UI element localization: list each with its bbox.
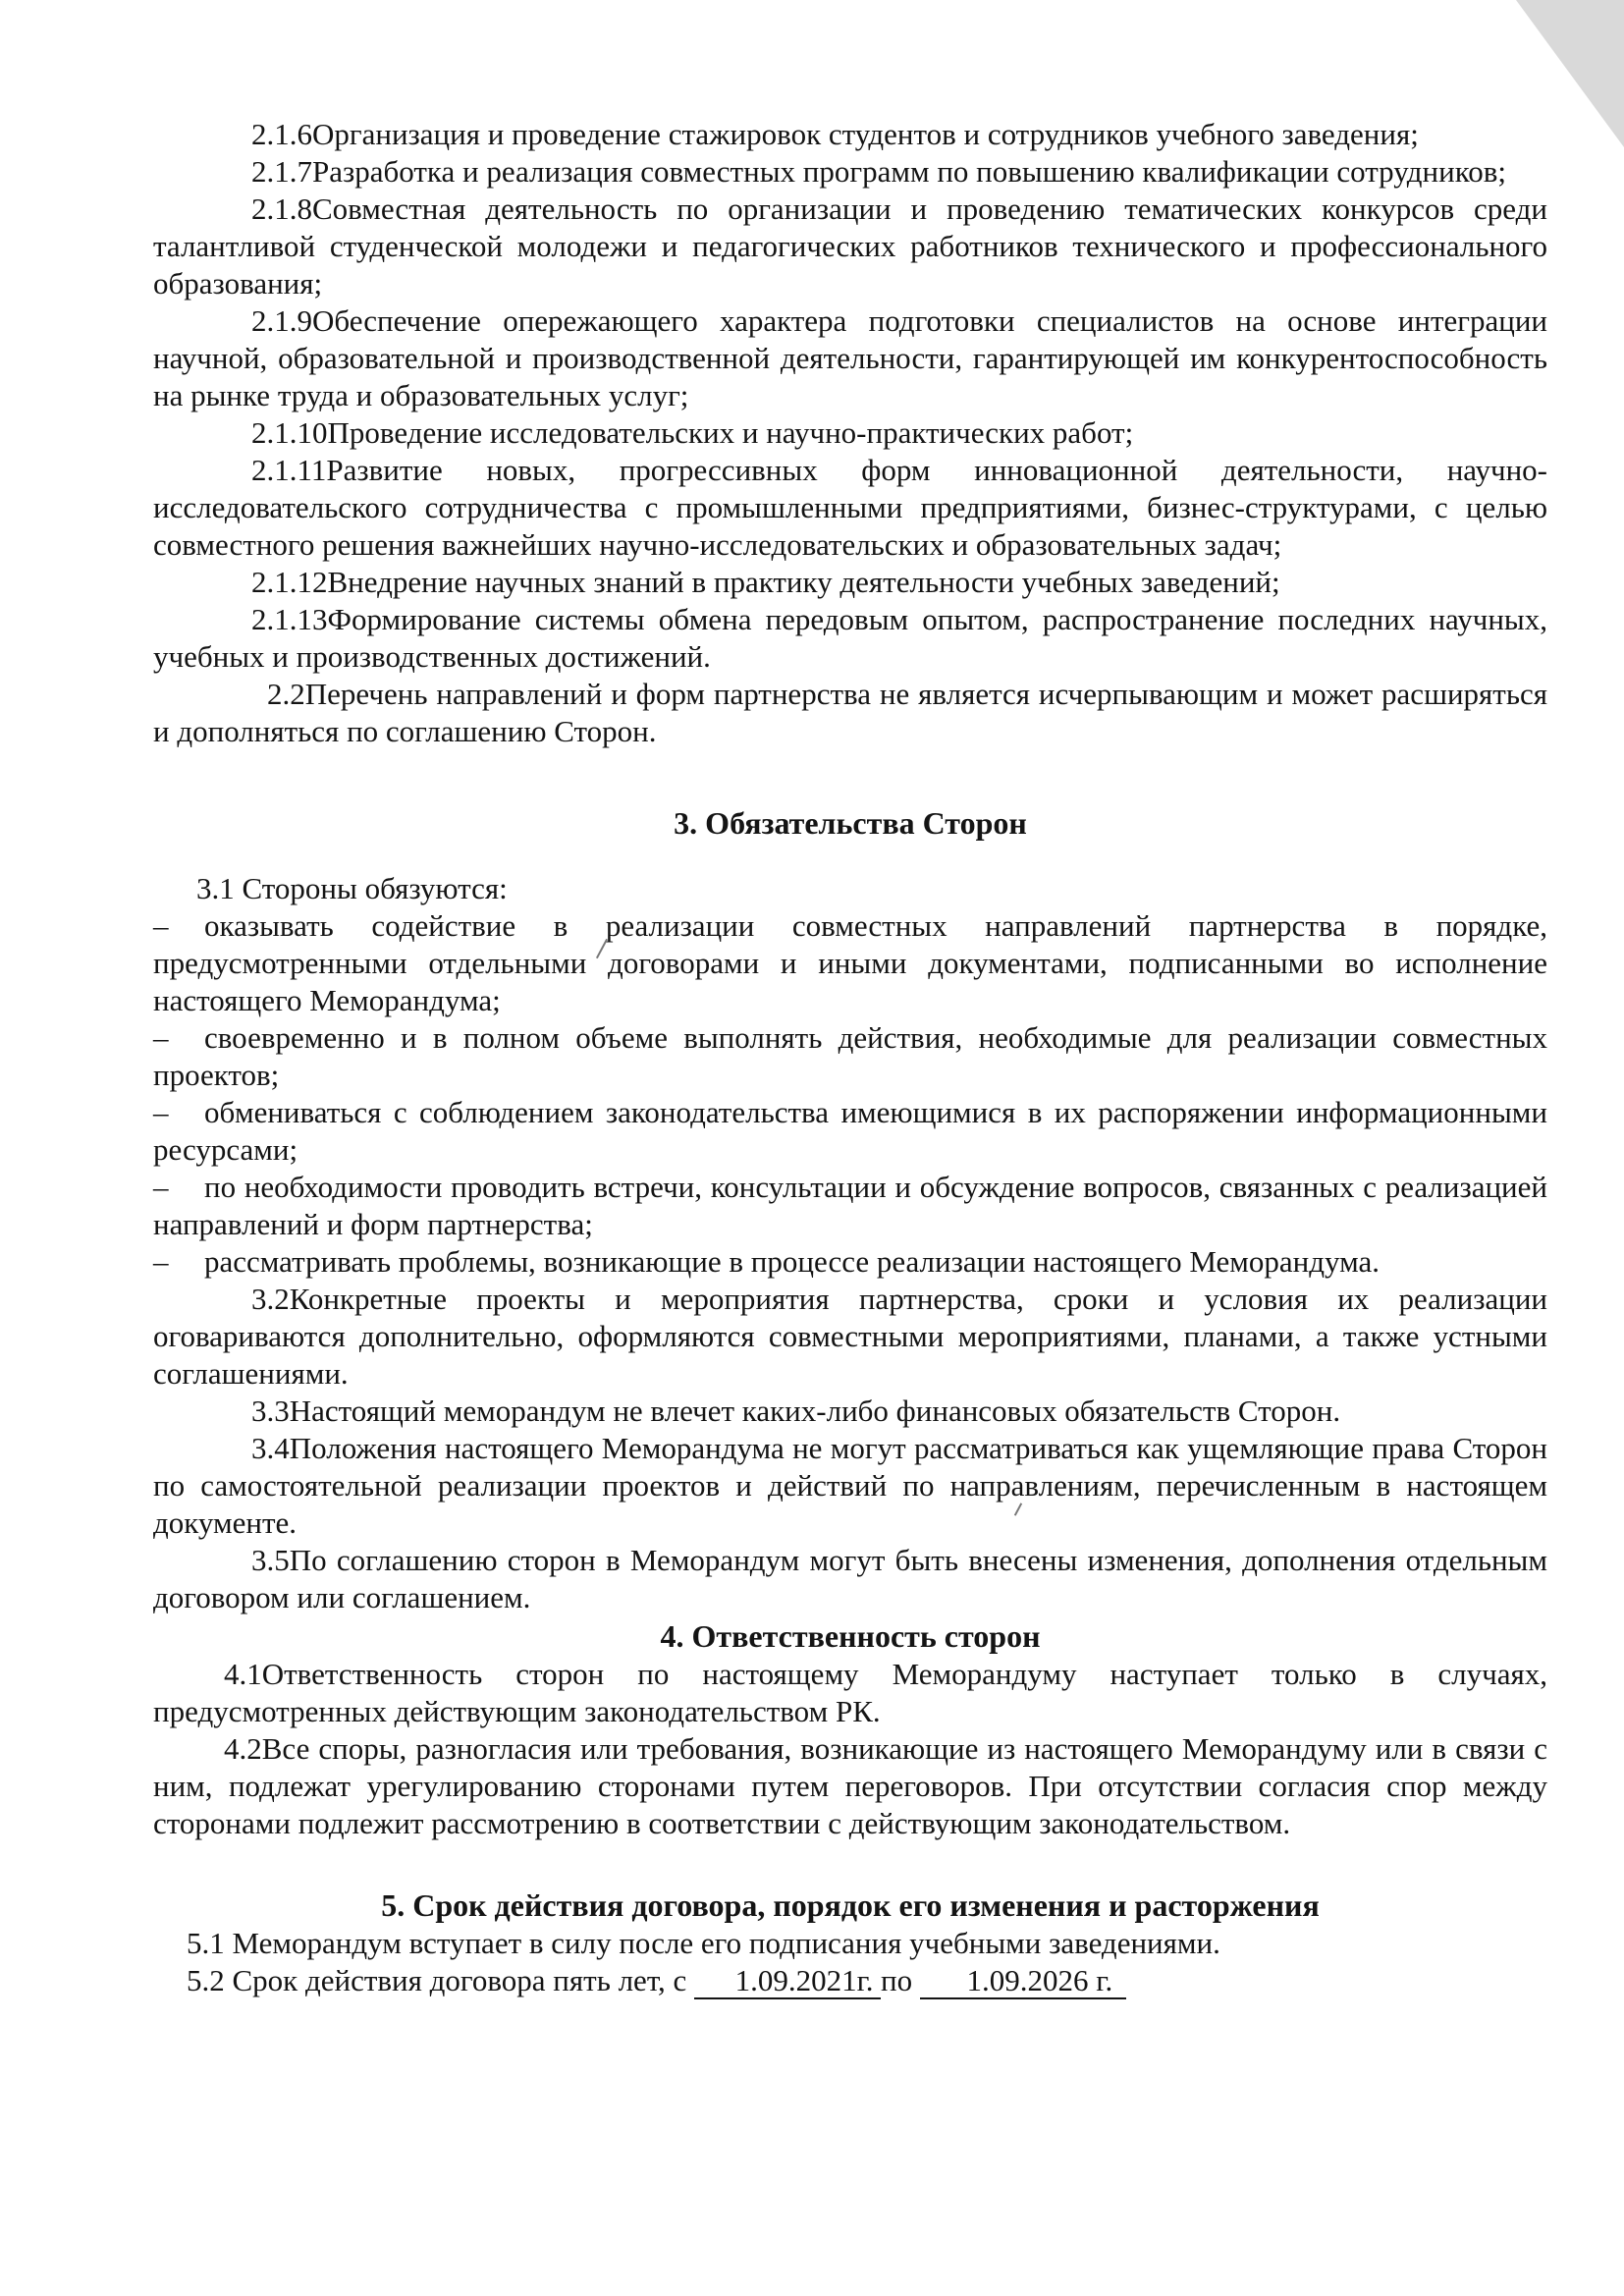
obligation-item: – по необходимости проводить встречи, консультации и обсуждение вопросов, связанных с реализацией направлений и форм партнерства; [153,1170,1547,1241]
section-5-title: 5. Срок действия договора, порядок его изменения и расторжения [381,1887,1320,1923]
clause-4-1: 4.1Ответственность сторон по настоящему Меморандуму наступает только в случаях, предусмотренных действующим законодательством РК. [153,1657,1547,1728]
clause-2-1-7: 2.1.7Разработка и реализация совместных программ по повышению квалификации сотрудников; [251,154,1506,189]
clause-2-1-9: 2.1.9Обеспечение опережающего характера подготовки специалистов на основе интеграции научной, образовательной и производственной деятельности, гарантирующей им конкурентоспособность на рынке труда и образовательных услуг; [153,303,1547,412]
obligation-item: – рассматривать проблемы, возникающие в процессе реализации настоящего Меморандума. [153,1244,1380,1279]
section-4-title: 4. Ответственность сторон [660,1618,1041,1654]
obligation-item: – своевременно и в полном объеме выполнять действия, необходимые для реализации совместных проектов; [153,1020,1547,1092]
clause-5-2: 5.2 Срок действия договора пять лет, с 1.09.2021г. по 1.09.2026 г. [153,1962,1547,1999]
end-date: 1.09.2026 г. [920,1964,1126,1999]
clause-3-1-intro: 3.1 Стороны обязуются: [196,871,508,905]
section-3-title: 3. Обязательства Сторон [674,805,1027,841]
clause-2-1-10: 2.1.10Проведение исследовательских и научно-практических работ; [251,415,1134,450]
clause-2-1-12: 2.1.12Внедрение научных знаний в практику деятельности учебных заведений; [251,565,1280,599]
clause-2-1-13: 2.1.13Формирование системы обмена передовым опытом, распространение последних научных, учебных и производственных достижений. [153,602,1547,674]
clause-4-2: 4.2Все споры, разногласия или требования, возникающие из настоящего Меморандуму или в связи с ним, подлежат урегулированию сторонами путем переговоров. При отсутствии согласия спор между сторонами подлежит рассмотрению в соответствии с действующим законодательством. [153,1731,1547,1840]
clause-3-5: 3.5По соглашению сторон в Меморандум могут быть внесены изменения, дополнения отдельным договором или соглашением. [153,1543,1547,1614]
clause-5-1: 5.1 Меморандум вступает в силу после его подписания учебными заведениями. [187,1926,1220,1960]
clause-3-2: 3.2Конкретные проекты и мероприятия партнерства, сроки и условия их реализации оговариваются дополнительно, оформляются совместными мероприятиями, планами, а также устными соглашениями. [153,1282,1547,1391]
clause-3-3: 3.3Настоящий меморандум не влечет каких-либо финансовых обязательств Сторон. [251,1394,1341,1428]
clause-2-1-11: 2.1.11Развитие новых, прогрессивных форм инновационной деятельности, научно-исследовательского сотрудничества с промышленными предприятиями, бизнес-структурами, с целью совместного решения важнейших научно-исследовательских и образовательных задач; [153,453,1547,562]
document-body [153,116,1547,1999]
clause-2-1-6: 2.1.6Организация и проведение стажировок студентов и сотрудников учебного заведения; [251,117,1419,151]
clause-3-4: 3.4Положения настоящего Меморандума не могут рассматриваться как ущемляющие права Сторон по самостоятельной реализации проектов и действий по направлениям, перечисленным в настоящем документе. [153,1431,1547,1540]
start-date: 1.09.2021г. [694,1964,881,1999]
obligation-item: – оказывать содействие в реализации совместных направлений партнерства в порядке, предусмотренными отдельными договорами и иными документами, подписанными во исполнение настоящего Меморандума; [153,908,1547,1017]
clause-2-1-8: 2.1.8Совместная деятельность по организации и проведению тематических конкурсов среди талантливой студенческой молодежи и педагогических работников технического и профессионального образования; [153,191,1547,301]
clause-2-2: 2.2Перечень направлений и форм партнерства не является исчерпывающим и может расширяться и дополняться по соглашению Сторон. [153,677,1547,748]
obligation-item: – обмениваться с соблюдением законодательства имеющимися в их распоряжении информационными ресурсами; [153,1095,1547,1167]
